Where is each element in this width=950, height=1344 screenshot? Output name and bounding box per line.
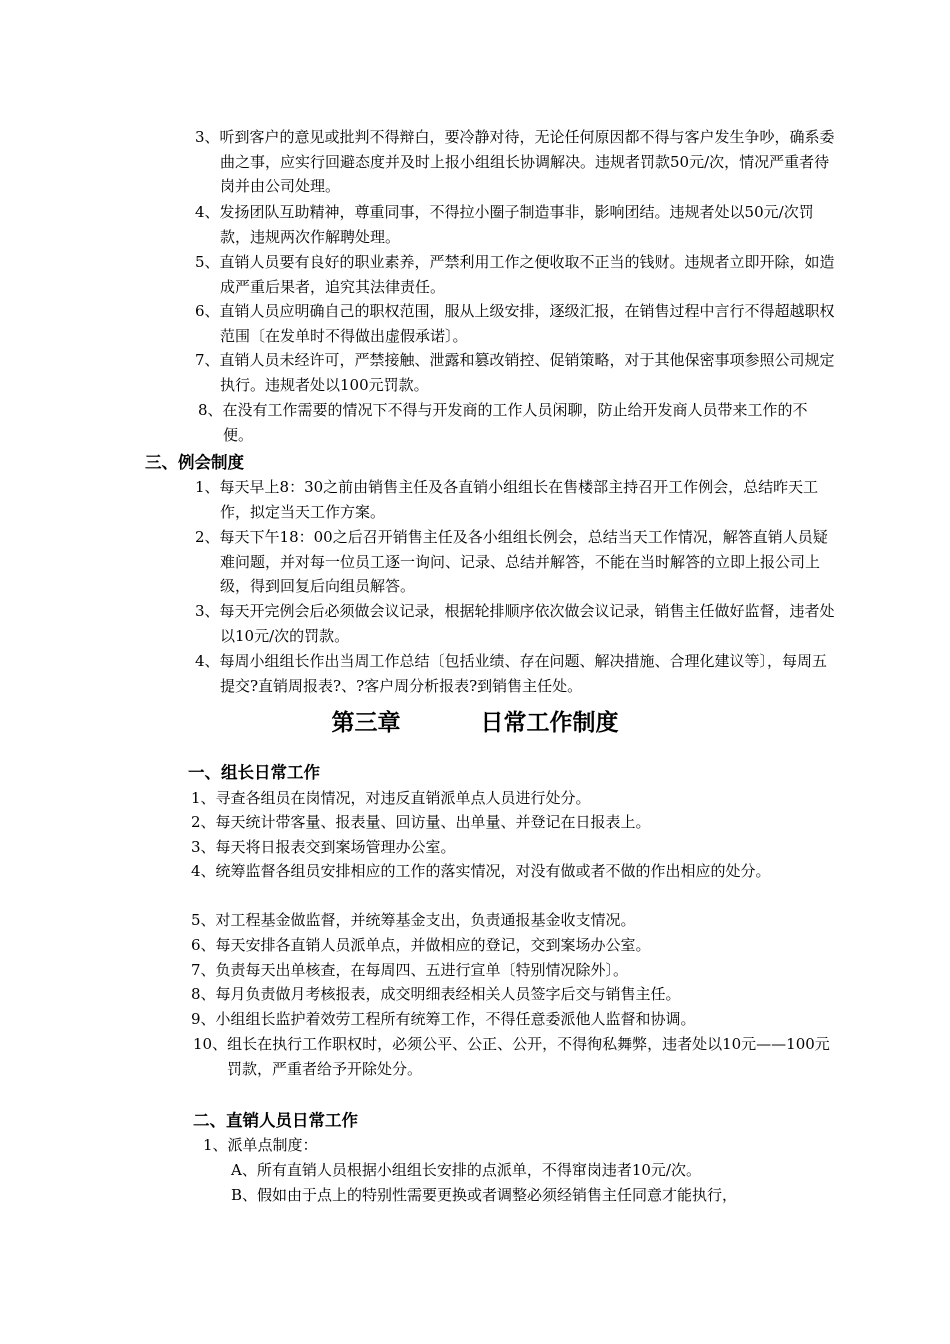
leader-item-1: 1、寻查各组员在岗情况，对违反直销派单点人员进行处分。 [191,789,591,807]
rule-item-5: 5、直销人员要有良好的职业素养，严禁利用工作之便收取不正当的钱财。违规者立即开除，如造成严重后果者，追究其法律责任。 [195,253,835,296]
leader-item-7: 7、负责每天出单核查，在每周四、五进行宣单〔特别情况除外〕。 [191,961,629,979]
meeting-item-4: 4、每周小组组长作出当周工作总结〔包括业绩、存在问题、解决措施、合理化建议等〕，每周五提交?直销周报表?、?客户周分析报表?到销售主任处。 [195,652,828,695]
rule-item-3: 3、听到客户的意见或批判不得辩白，要冷静对待，无论任何原因都不得与客户发生争吵，确系委曲之事，应实行回避态度并及时上报小组组长协调解决。违规者罚款50元/次，情况严重者待岗并由公司处理。 [195,128,835,195]
leader-item-8: 8、每月负责做月考核报表，成交明细表经相关人员签字后交与销售主任。 [191,985,681,1003]
chapter-name: 日常工作制度 [480,709,619,736]
leader-item-4: 4、统筹监督各组员安排相应的工作的落实情况，对没有做或者不做的作出相应的处分。 [191,862,771,880]
rule-item-4: 4、发扬团队互助精神，尊重同事，不得拉小圈子制造事非，影响团结。违规者处以50元/次罚款，违规两次作解聘处理。 [195,203,814,246]
direct-sub-heading: 1、派单点制度： [203,1136,318,1154]
chapter-title [0,708,950,738]
leader-item-10: 10、组长在执行工作职权时，必须公平、公正、公开，不得徇私舞弊，违者处以10元——100元罚款，严重者给予开除处分。 [193,1035,830,1078]
direct-item-a: A、所有直销人员根据小组组长安排的点派单，不得窜岗违者10元/次。 [231,1161,701,1179]
meeting-item-3: 3、每天开完例会后必须做会议记录，根据轮排顺序依次做会议记录，销售主任做好监督，违者处以10元/次的罚款。 [195,602,835,645]
leader-item-2: 2、每天统计带客量、报表量、回访量、出单量、并登记在日报表上。 [191,813,651,831]
section-heading-meetings: 三、例会制度 [145,453,244,472]
chapter-number: 第三章 [331,709,401,736]
rule-item-8: 8、在没有工作需要的情况下不得与开发商的工作人员闲聊，防止给开发商人员带来工作的不便。 [198,401,808,444]
section-heading-direct-sales: 二、直销人员日常工作 [193,1111,358,1130]
meeting-item-1: 1、每天早上8：30之前由销售主任及各直销小组组长在售楼部主持召开工作例会，总结昨天工作，拟定当天工作方案。 [195,478,819,521]
leader-item-9: 9、小组组长监护着效劳工程所有统筹工作，不得任意委派他人监督和协调。 [191,1010,696,1028]
rule-item-6: 6、直销人员应明确自己的职权范围，服从上级安排，逐级汇报，在销售过程中言行不得超越职权范围〔在发单时不得做出虚假承诺〕。 [195,302,835,345]
leader-item-3: 3、每天将日报表交到案场管理办公室。 [191,838,456,856]
direct-item-b: B、假如由于点上的特别性需要更换或者调整必须经销售主任同意才能执行， [231,1186,738,1204]
meeting-item-2: 2、每天下午18：00之后召开销售主任及各小组组长例会，总结当天工作情况，解答直销人员疑难问题，并对每一位员工逐一询问、记录、总结并解答，不能在当时解答的立即上报公司上级，得到回复后向组员解答。 [195,528,828,595]
rule-item-7: 7、直销人员未经许可，严禁接触、泄露和篡改销控、促销策略，对于其他保密事项参照公司规定执行。违规者处以100元罚款。 [195,351,835,394]
leader-item-5: 5、对工程基金做监督，并统筹基金支出，负责通报基金收支情况。 [191,911,636,929]
leader-item-6: 6、每天安排各直销人员派单点，并做相应的登记，交到案场办公室。 [191,936,651,954]
section-heading-leader: 一、组长日常工作 [188,763,320,782]
